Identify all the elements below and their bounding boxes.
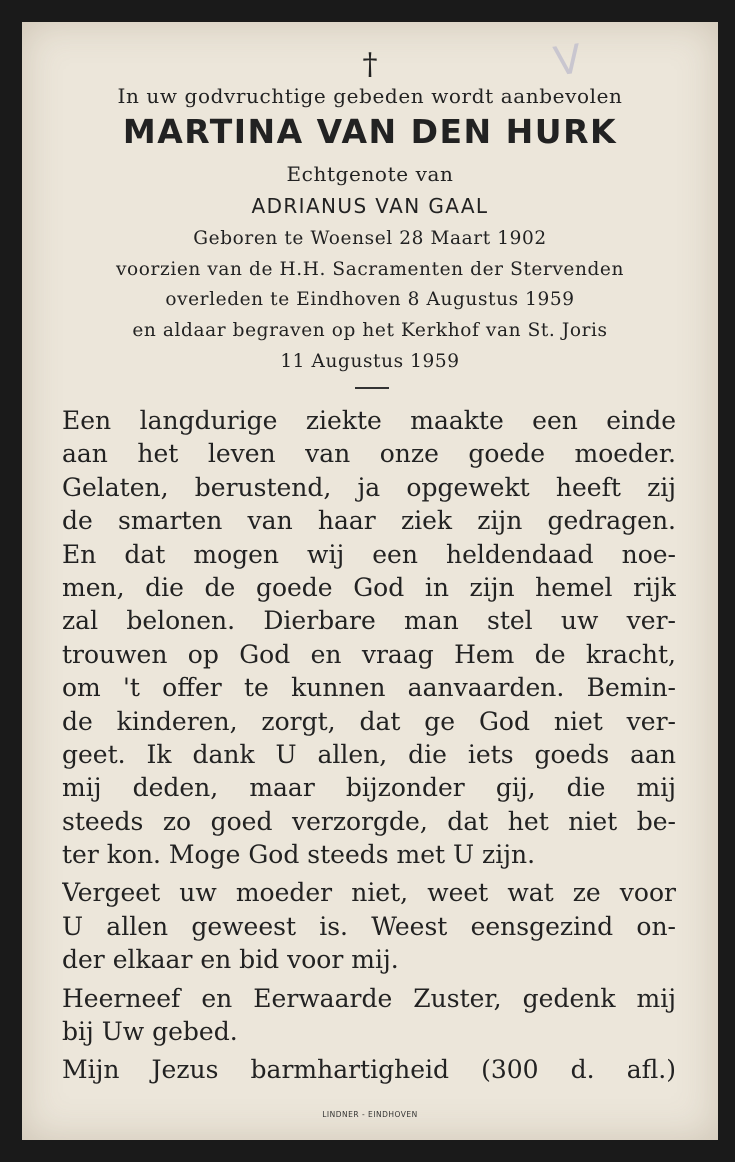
printer-mark: LINDNER - EINDHOVEN <box>322 1110 418 1119</box>
sacraments-line: voorzien van de H.H. Sacramenten der Stervenden <box>116 259 624 280</box>
text-line: ter kon. Moge God steeds met U zijn. <box>62 840 536 870</box>
paragraph-3 <box>62 982 676 1049</box>
burial-date-line: 11 Augustus 1959 <box>280 351 460 372</box>
text-line: bij Uw gebed. <box>62 1017 238 1047</box>
paragraph-1 <box>62 404 676 871</box>
text-line: Een langdurige ziekte maakte een einde <box>62 406 676 435</box>
birth-line: Geboren te Woensel 28 Maart 1902 <box>193 228 547 249</box>
burial-line: en aldaar begraven op het Kerkhof van St. Joris <box>132 320 608 341</box>
divider <box>355 387 389 389</box>
indulgence-prayer <box>62 1053 676 1086</box>
text-line: de kinderen, zorgt, dat ge God niet ver- <box>62 706 676 736</box>
paragraph-2 <box>62 876 676 976</box>
text-line: om 't offer te kunnen aanvaarden. Bemin- <box>62 673 676 703</box>
memorial-card <box>22 22 718 1140</box>
death-line: overleden te Eindhoven 8 Augustus 1959 <box>165 289 575 310</box>
text-line: der elkaar en bid voor mij. <box>62 945 399 975</box>
cross-icon: † <box>362 47 378 82</box>
text-line: aan het leven van onze goede moeder. <box>62 439 676 469</box>
text-line: En dat mogen wij een heldendaad noe- <box>62 539 676 569</box>
text-line: de smarten van haar ziek zijn gedragen. <box>62 506 676 536</box>
farewell-text <box>62 404 676 1087</box>
text-line: Heerneef en Eerwaarde Zuster, gedenk mij <box>62 983 676 1013</box>
text-line: Vergeet uw moeder niet, weet wat ze voor <box>62 878 676 908</box>
deceased-name: MARTINA VAN DEN HURK <box>122 112 618 151</box>
text-line: geet. Ik dank U allen, die iets goeds aan <box>62 739 676 769</box>
text-line: zal belonen. Dierbare man stel uw ver- <box>62 606 676 636</box>
text-line: trouwen op God en vraag Hem de kracht, <box>62 639 676 669</box>
wife-of-label: Echtgenote van <box>286 162 454 186</box>
intro-line: In uw godvruchtige gebeden wordt aanbevolen <box>117 84 623 108</box>
text-line: Mijn Jezus barmhartigheid (300 d. afl.) <box>62 1055 676 1085</box>
pencil-mark: V <box>550 36 585 86</box>
text-line: steeds zo goed verzorgde, dat het niet be- <box>62 806 676 836</box>
text-line: Gelaten, berustend, ja opgewekt heeft zij <box>62 472 676 502</box>
text-line: men, die de goede God in zijn hemel rijk <box>62 572 676 602</box>
text-line: U allen geweest is. Weest eensgezind on- <box>62 911 676 941</box>
text-line: mij deden, maar bijzonder gij, die mij <box>62 773 676 803</box>
husband-name: ADRIANUS VAN GAAL <box>251 194 489 218</box>
